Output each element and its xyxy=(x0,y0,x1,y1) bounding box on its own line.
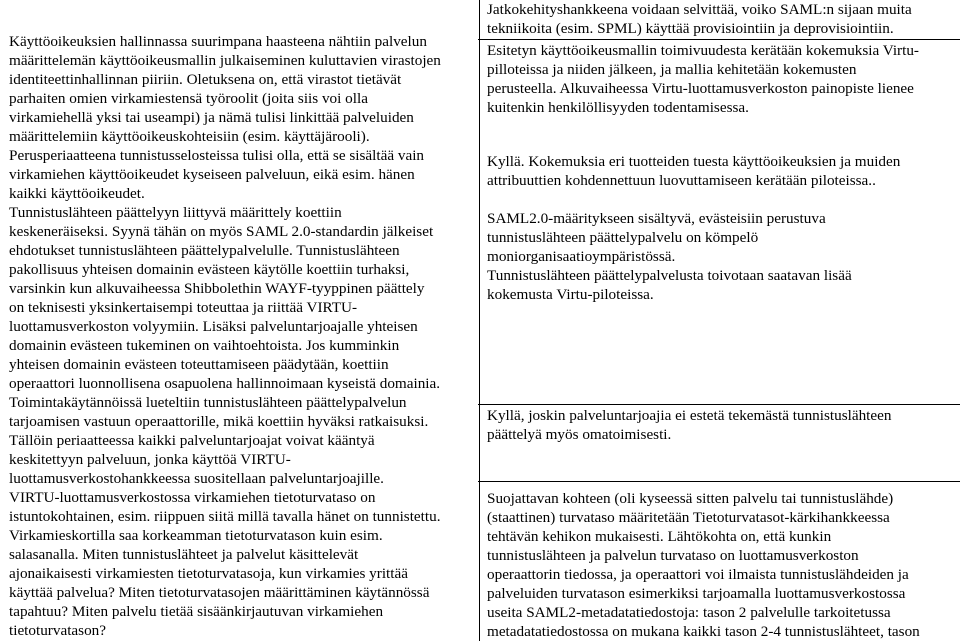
left-paragraph xyxy=(9,203,475,393)
right-cell xyxy=(487,489,957,641)
text-line: parhaiten omien virkamiestensä työroolit (joita siis voi olla xyxy=(9,90,368,107)
text-line: tehtävän kehikon mukaisesti. Lähtökohta on, että kunkin xyxy=(487,528,832,545)
text-line: kokemusta Virtu-piloteissa. xyxy=(487,286,654,303)
text-line: keskeneräiseksi. Syynä tähän on myös SAML 2.0-standardin jälkeiset xyxy=(9,223,434,240)
text-line: keskitettyyn palveluun, jonka käyttöä VIRTU- xyxy=(9,451,291,468)
text-line: Tunnistuslähteen päättelypalvelusta toivotaan saatavan lisää xyxy=(487,267,852,284)
right-paragraph xyxy=(487,489,957,641)
right-paragraph xyxy=(487,152,957,190)
text-line: Esitetyn käyttöoikeusmallin toimivuudesta kerätään kokemuksia Virtu- xyxy=(487,42,919,59)
left-paragraph xyxy=(9,488,475,640)
text-line: ehdotukset tunnistuslähteen päättelypalvelulle. Tunnistuslähteen xyxy=(9,242,400,259)
text-line: Toimintakäytännöissä lueteltiin tunnistuslähteen päättelypalvelun xyxy=(9,394,407,411)
text-line: metadatatiedostossa on mukana kaikki tason 2-4 tunnistuslähteet, tason xyxy=(487,623,920,640)
text-line: tapahtuu? Miten palvelu tietää sisäänkirjautuvan virkamiehen xyxy=(9,603,384,620)
text-line: istuntokohtainen, esim. riippuen siitä millä tavalla hänet on tunnistettu. xyxy=(9,508,441,525)
left-paragraph xyxy=(9,393,475,488)
text-line: pilloteissa ja niiden jälkeen, ja mallia kehitetään kokemusten xyxy=(487,61,857,78)
text-line: virkamiehellä yksi tai useampi) ja nämä tulisi linkittää palveluiden xyxy=(9,109,414,126)
row-divider xyxy=(478,404,960,405)
right-paragraph xyxy=(487,41,957,117)
text-line: määrittelemän käyttöoikeusmallin julkaiseminen kuluttavien virastojen xyxy=(9,52,441,69)
right-cell xyxy=(487,209,957,304)
text-line: kaikki käyttöoikeudet. xyxy=(9,185,145,202)
text-line: ajonaikaisesti virkamiesten tietoturvatasoja, kun virkamies yrittää xyxy=(9,565,408,582)
text-line: SAML2.0-määritykseen sisältyvä, evästeisiin perustuva xyxy=(487,210,826,227)
right-paragraph xyxy=(487,209,957,304)
text-line: Jatkokehityshankkeena voidaan selvittää, voiko SAML:n sijaan muita xyxy=(487,1,912,18)
text-line: useita SAML2-metadatatiedostoja: tason 2 palvelulle tarkoitetussa xyxy=(487,604,891,621)
text-line: Kyllä. Kokemuksia eri tuotteiden tuesta käyttöoikeuksien ja muiden xyxy=(487,153,901,170)
text-line: käyttää palvelua? Miten tietoturvatasojen määrittäminen käytännössä xyxy=(9,584,430,601)
text-line: on teknisesti yksinkertaisempi toteuttaa ja riittää VIRTU- xyxy=(9,299,358,316)
text-line: salasanalla. Miten tunnistuslähteet ja palvelut käsittelevät xyxy=(9,546,359,563)
text-line: pakollisuus yhteisen domainin evästeen käytölle koettiin turhaksi, xyxy=(9,261,410,278)
text-line: määrittelemiin käyttöoikeuskohteisiin (esim. käyttäjärooli). xyxy=(9,128,370,145)
text-line: yhteisen domainin evästeen toteuttamiseen päädytään, koettiin xyxy=(9,356,389,373)
right-cell xyxy=(487,152,957,190)
text-line: Käyttöoikeuksien hallinnassa suurimpana haasteena nähtiin palvelun xyxy=(9,33,427,50)
text-line: domainin evästeen tukeminen on vaihtoehtoista. Jos kumminkin xyxy=(9,337,400,354)
text-line: Tällöin periaatteessa kaikki palveluntarjoajat voivat kääntyä xyxy=(9,432,375,449)
text-line: tunnistuslähteen päättelypalvelu on kömpelö xyxy=(487,229,759,246)
text-line: luottamusverkostohankkeessa suositellaan palveluntarjoajille. xyxy=(9,470,384,487)
left-column xyxy=(9,32,475,640)
text-line: perusteella. Alkuvaiheessa Virtu-luottamusverkoston painopiste lienee xyxy=(487,80,914,97)
text-line: tietoturvatason? xyxy=(9,622,106,639)
text-line: virkamiehen käyttöoikeudet kyseiseen palveluun, eikä esim. hänen xyxy=(9,166,415,183)
text-line: VIRTU-luottamusverkostossa virkamiehen tietoturvataso on xyxy=(9,489,376,506)
right-paragraph xyxy=(487,406,957,444)
text-line: tarjoamisen vastuun operaattorille, mikä koettiin hyväksi ratkaisuksi. xyxy=(9,413,429,430)
text-line: (staattinen) turvataso määritetään Tietoturvatasot-kärkihankkeessa xyxy=(487,509,890,526)
text-line: moniorganisaatioympäristössä. xyxy=(487,248,676,265)
text-line: identiteettinhallinnan piiriin. Oletuksena on, että virastot tietävät xyxy=(9,71,402,88)
row-divider xyxy=(478,481,960,482)
text-line: päättelyä myös omatoimisesti. xyxy=(487,426,672,443)
text-line: kuitenkin henkilöllisyyden todentamisessa. xyxy=(487,99,749,116)
text-line: attribuuttien kohdennettuun luovuttamiseen kerätään piloteissa.. xyxy=(487,172,876,189)
text-line: Virkamieskortilla saa korkeamman tietoturvatason kuin esim. xyxy=(9,527,383,544)
right-cell xyxy=(487,406,957,444)
right-cell xyxy=(487,0,957,38)
text-line: Perusperiaatteena tunnistusselosteissa tulisi olla, että se sisältää vain xyxy=(9,147,425,164)
text-line: operaattori luonnollisena osapuolena hallinnoimaan kyseistä domainia. xyxy=(9,375,441,392)
text-line: Kyllä, joskin palveluntarjoajia ei estetä tekemästä tunnistuslähteen xyxy=(487,407,892,424)
row-divider xyxy=(478,39,960,40)
right-cell xyxy=(487,41,957,117)
text-line: tekniikoita (esim. SPML) käyttää provisiointiin ja deprovisiointiin. xyxy=(487,20,894,37)
text-line: tunnistuslähteen ja palvelun turvataso on luottamusverkoston xyxy=(487,547,859,564)
text-line: palveluiden turvatason esimerkiksi tarjoamalla luottamusverkostossa xyxy=(487,585,906,602)
column-divider xyxy=(479,0,480,641)
left-paragraph xyxy=(9,32,475,203)
text-line: Suojattavan kohteen (oli kyseessä sitten palvelu tai tunnistuslähde) xyxy=(487,490,894,507)
text-line: operaattorin tiedossa, ja operaattori voi ilmaista tunnistuslähdeiden ja xyxy=(487,566,909,583)
text-line: luottamusverkoston volyymiin. Lisäksi palveluntarjoajalle yhteisen xyxy=(9,318,418,335)
text-line: varsinkin kun alkuvaiheessa Shibbolethin WAYF-tyyppinen päättely xyxy=(9,280,425,297)
text-line: Tunnistuslähteen päättelyyn liittyvä määrittely koettiin xyxy=(9,204,342,221)
